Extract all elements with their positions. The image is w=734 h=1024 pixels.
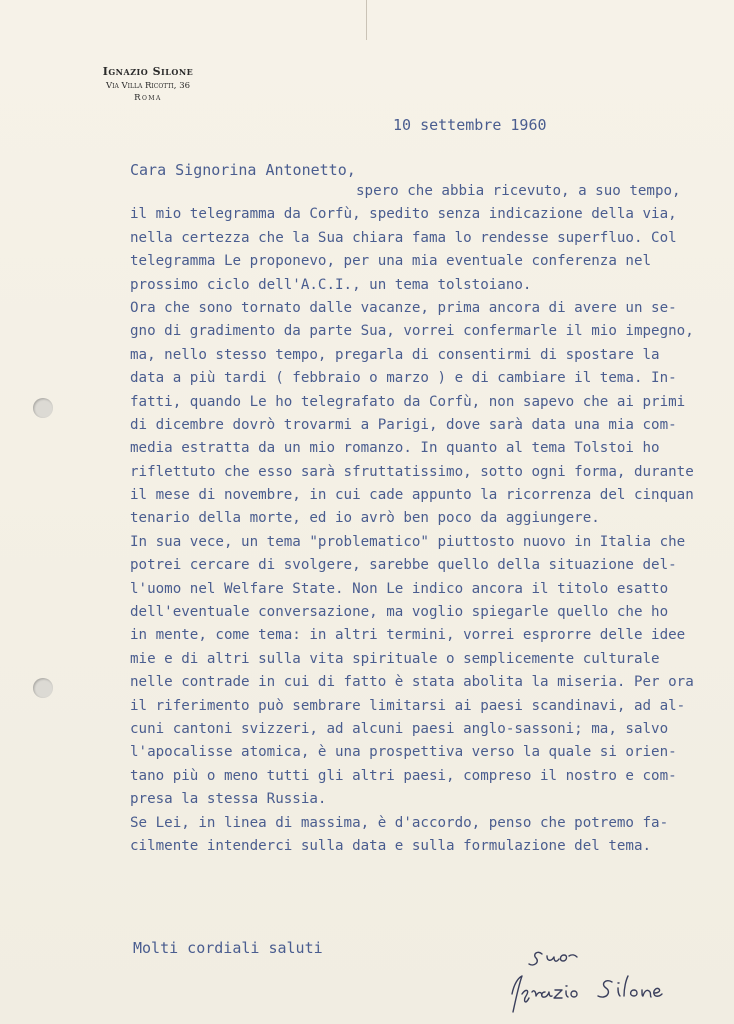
body-line: l'apocalisse atomica, è una prospettiva verso la quale si orien- [130, 744, 677, 761]
body-line: tenario della morte, ed io avrò ben poco da aggiungere. [130, 510, 600, 527]
body-line: telegramma Le proponevo, per una mia eventuale conferenza nel [130, 253, 652, 270]
body-line: data a più tardi ( febbraio o marzo ) e di cambiare il tema. In- [130, 370, 677, 387]
body-line: prossimo ciclo dell'A.C.I., un tema tolstoiano. [130, 276, 532, 293]
body-line: Ora che sono tornato dalle vacanze, prima ancora di avere un se- [130, 299, 677, 316]
letter-body [130, 180, 734, 858]
body-line: il mese di novembre, in cui cade appunto la ricorrenza del cinquan [130, 487, 694, 504]
body-line: presa la stessa Russia. [130, 791, 327, 808]
body-line: il riferimento può sembrare limitarsi ai paesi scandinavi, ad al- [130, 697, 686, 714]
body-line: tano più o meno tutti gli altri paesi, compreso il nostro e com- [130, 767, 677, 784]
letterhead-name: Ignazio Silone [102, 65, 194, 78]
body-line: nella certezza che la Sua chiara fama lo rendesse superfluo. Col [130, 229, 677, 246]
body-line: di dicembre dovrò trovarmi a Parigi, dove sarà data una mia com- [130, 416, 677, 433]
salutation: Cara Signorina Antonetto, [130, 161, 356, 179]
punch-hole-upper [33, 398, 53, 418]
letterhead [83, 65, 213, 103]
letter-date: 10 settembre 1960 [393, 116, 547, 134]
body-line: l'uomo nel Welfare State. Non Le indico ancora il titolo esatto [130, 580, 669, 597]
letterhead-city: Roma [134, 93, 162, 103]
body-line: il mio telegramma da Corfù, spedito senza indicazione della via, [130, 206, 677, 223]
body-line: nelle contrade in cui di fatto è stata abolita la miseria. Per ora [130, 674, 694, 691]
body-line: In sua vece, un tema "problematico" piuttosto nuovo in Italia che [130, 533, 686, 550]
body-line: spero che abbia ricevuto, a suo tempo, [356, 183, 681, 199]
punch-hole-lower [33, 678, 53, 698]
body-line: media estratta da un mio romanzo. In quanto al tema Tolstoi ho [130, 440, 660, 457]
body-line: cuni cantoni svizzeri, ad alcuni paesi anglo-sassoni; ma, salvo [130, 720, 669, 737]
body-line: fatti, quando Le ho telegrafato da Corfù, non sapevo che ai primi [130, 393, 686, 410]
body-line: in mente, come tema: in altri termini, vorrei esprorre delle idee [130, 627, 686, 644]
body-line: dell'eventuale conversazione, ma voglio spiegarle quello che ho [130, 604, 669, 621]
closing-line: Molti cordiali saluti [133, 939, 323, 957]
body-line: Se Lei, in linea di massima, è d'accordo, penso che potremo fa- [130, 814, 669, 831]
body-line: mie e di altri sulla vita spirituale o semplicemente culturale [130, 650, 660, 667]
paper-fold-mark [366, 0, 367, 40]
letterhead-address: Via Villa Ricotti, 36 [105, 81, 191, 91]
body-line: gno di gradimento da parte Sua, vorrei confermarle il mio impegno, [130, 323, 694, 340]
body-line: potrei cercare di svolgere, sarebbe quello della situazione del- [130, 557, 677, 574]
handwritten-signature [500, 942, 700, 1022]
body-line: cilmente intenderci sulla data e sulla formulazione del tema. [130, 837, 652, 854]
body-line: ma, nello stesso tempo, pregarla di consentirmi di spostare la [130, 346, 660, 363]
body-line: riflettuto che esso sarà sfruttatissimo, sotto ogni forma, durante [130, 463, 694, 480]
